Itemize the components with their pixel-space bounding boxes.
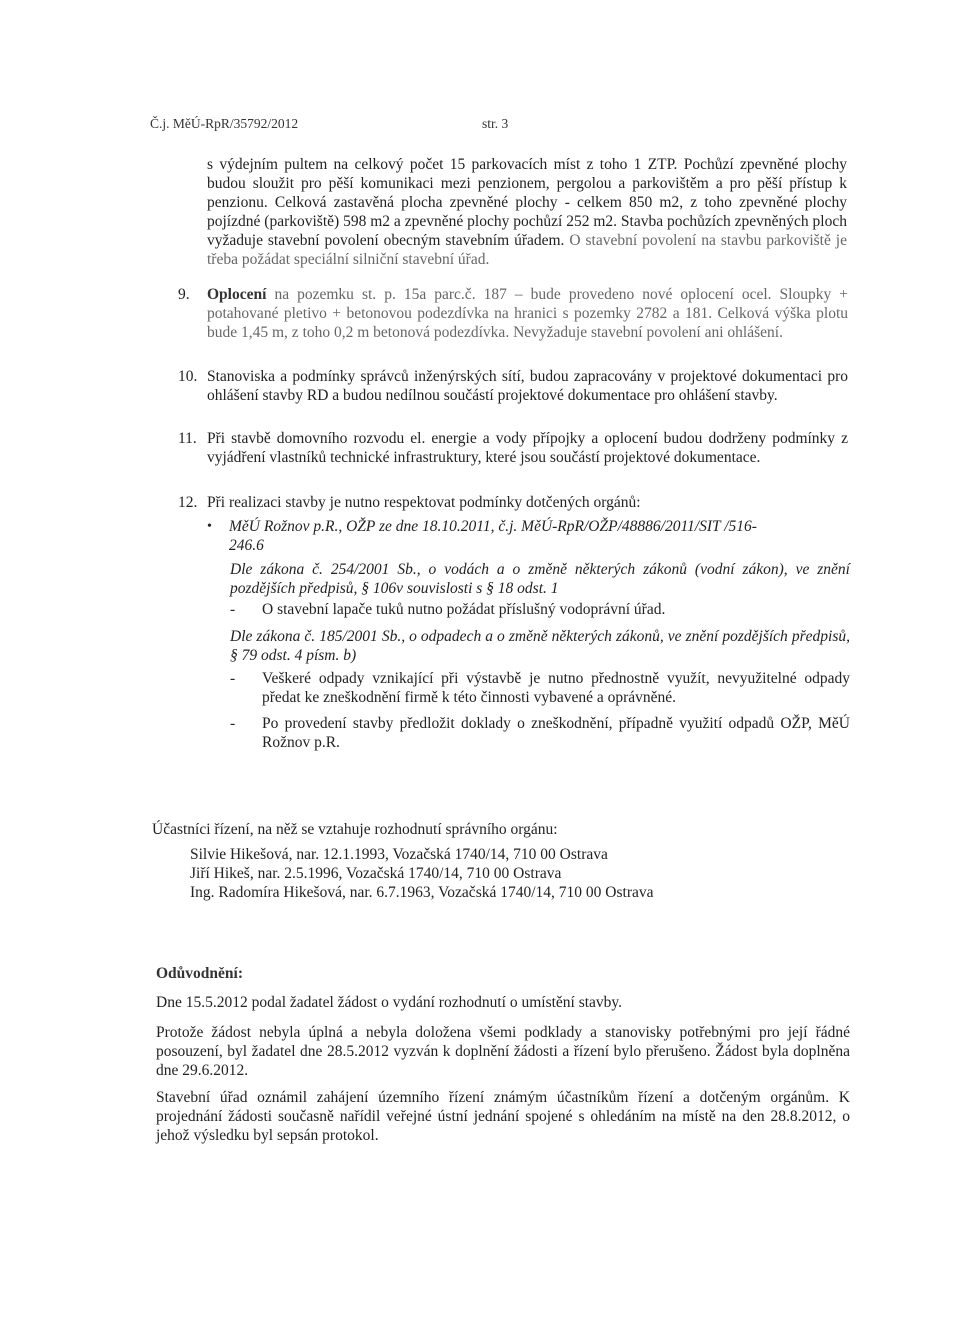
participant-item: Silvie Hikešová, nar. 12.1.1993, Vozačská 1740/14, 710 00 Ostrava	[190, 846, 608, 863]
dash-item-3	[230, 714, 850, 752]
dash-text: Veškeré odpady vznikající při výstavbě je nutno přednostně využít, nevyužitelné odpady předat ke zneškodnění firmě k této činnosti vybavené a oprávněné.	[262, 670, 850, 706]
organ-bullet	[207, 517, 847, 555]
bullet-icon: •	[207, 519, 212, 534]
organ-line-cont: 246.6	[229, 537, 264, 554]
law-reference-1: Dle zákona č. 254/2001 Sb., o vodách a o změně některých zákonů (vodní zákon), ve znění pozdějších předpisů, § 106v souvislosti s § 18 odst. 1	[230, 561, 850, 597]
condition-item-9	[178, 285, 848, 342]
item-text: Stanoviska a podmínky správců inženýrských sítí, budou zapracovány v projektové dokumentaci pro ohlášení stavby RD a budou nedílnou součástí projektové dokumentace pro ohlášení stavby.	[207, 368, 848, 404]
item-number: 9.	[178, 286, 190, 303]
reasoning-paragraph-3: Stavební úřad oznámil zahájení územního řízení známým účastníkům řízení a dotčeným orgánům. K projednání žádosti současně nařídil veřejné ústní jednání spojené s ohledáním na místě na den 28.8.2012, o jehož výsledku byl sepsán protokol.	[156, 1089, 850, 1144]
item-text: Při stavbě domovního rozvodu el. energie a vody přípojky a oplocení budou dodrženy podmínky z vyjádření vlastníků technické infrastruktury, které jsou součástí projektové dokumentace.	[207, 430, 848, 466]
participant-item: Ing. Radomíra Hikešová, nar. 6.7.1963, Vozačská 1740/14, 710 00 Ostrava	[190, 884, 654, 901]
dash-marker: -	[230, 670, 236, 687]
dash-item-2	[230, 669, 850, 707]
law-reference-2: Dle zákona č. 185/2001 Sb., o odpadech a o změně některých zákonů, ve znění pozdějších předpisů, § 79 odst. 4 písm. b)	[230, 628, 850, 664]
reasoning-paragraph-2: Protože žádost nebyla úplná a nebyla doložena všemi podklady a stanovisky potřebnými pro její řádné posouzení, byl žadatel dne 28.5.2012 vyzván k doplnění žádosti a řízení bylo přerušeno. Žádost byla doplněna dne 29.6.2012.	[156, 1024, 850, 1079]
reasoning-title: Odůvodnění:	[156, 965, 244, 982]
reference-number: Č.j. MěÚ-RpR/35792/2012	[150, 116, 299, 131]
item-number: 12.	[178, 494, 198, 511]
dash-text: Po provedení stavby předložit doklady o zneškodnění, případně využití odpadů OŽP, MěÚ Rožnov p.R.	[262, 715, 850, 751]
intro-text: s výdejním pultem na celkový počet 15 parkovacích míst z toho 1 ZTP. Pochůzí zpevněné plochy budou sloužit pro pěší komunikaci mezi penzionem, pergolou a parkovištěm a pro pěší přístup k penzionu. Celková zastavěná plocha zpevněné plochy - celkem 850 m2, z toho zpevněné plochy pojízdné (parkoviště) 598 m2 a zpevněné plochy pochůzí 252 m2. Stavba pochůzích zpevněných ploch vyžaduje stavební povolení obecným stavebním úřadem.	[207, 156, 847, 249]
dash-marker: -	[230, 601, 236, 618]
participant-item: Jiří Hikeš, nar. 2.5.1996, Vozačská 1740/14, 710 00 Ostrava	[190, 865, 562, 882]
participants-heading: Účastníci řízení, na něž se vztahuje rozhodnutí správního orgánu:	[152, 821, 558, 838]
condition-item-11	[178, 429, 848, 467]
dash-text: O stavební lapače tuků nutno požádat příslušný vodoprávní úřad.	[262, 601, 666, 618]
intro-text-note: O stavební povolení na stavbu parkoviště je třeba požádat speciální silniční stavební úřad.	[207, 232, 847, 268]
condition-item-10	[178, 367, 848, 405]
page-number: str. 3	[482, 116, 509, 131]
dash-marker: -	[230, 715, 236, 732]
organ-line: MěÚ Rožnov p.R., OŽP ze dne 18.10.2011, č.j. MěÚ-RpR/OŽP/48886/2011/SIT /516-	[229, 518, 757, 535]
item-number: 11.	[178, 430, 197, 447]
reasoning-paragraph-1: Dne 15.5.2012 podal žadatel žádost o vydání rozhodnutí o umístění stavby.	[156, 994, 623, 1011]
item-number: 10.	[178, 368, 198, 385]
item-text: na pozemku st. p. 15a parc.č. 187 – bude provedeno nové oplocení ocel. Sloupky + potahované pletivo + betonovou podezdívka na hranici s pozemky 2782 a 181. Celková výška plotu bude 1,45 m, z toho 0,2 m betonová podezdívka. Nevyžaduje stavební povolení ani ohlášení.	[207, 286, 848, 341]
item-text: Při realizaci stavby je nutno respektovat podmínky dotčených orgánů:	[207, 494, 641, 511]
condition-item-12	[178, 493, 848, 512]
item-title: Oplocení	[207, 286, 267, 303]
dash-item-1	[230, 600, 850, 619]
intro-paragraph	[207, 155, 847, 269]
